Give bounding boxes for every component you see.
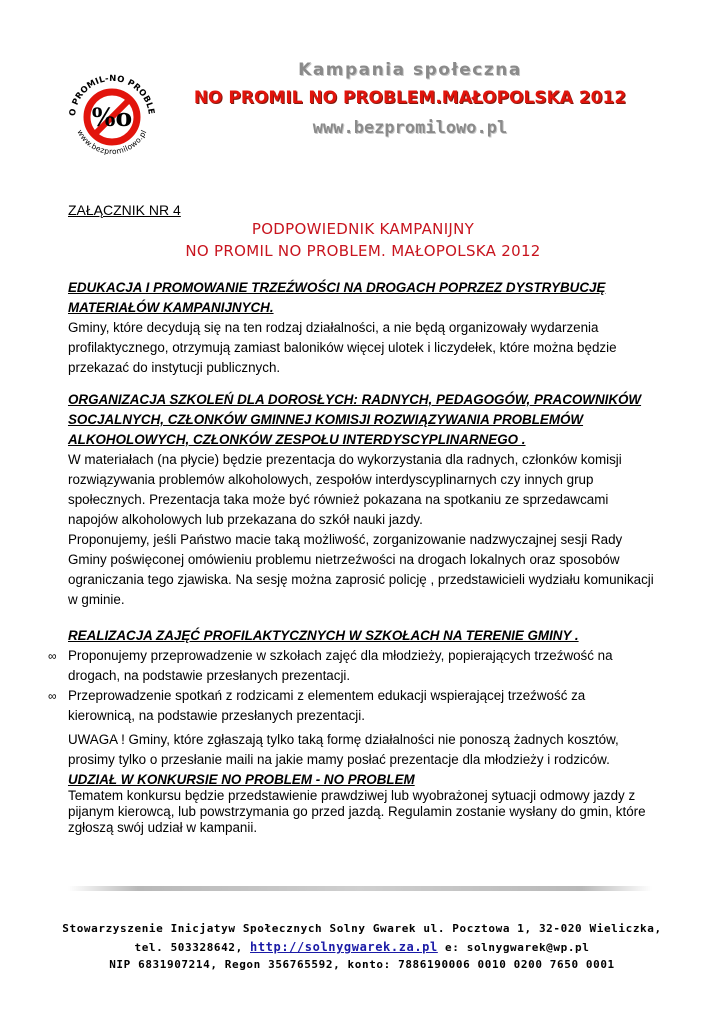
bullet-line: kierownicą, na podstawie przesłanych prezentacji. <box>68 708 365 723</box>
body-line: pijanym kierowcą, lub powstrzymania go przed jazdą. Regulamin zostanie wysłany do gmin, które <box>68 804 646 819</box>
footer-registry: NIP 6831907214, Regon 356765592, konto: 7886190006 0010 0200 7650 0001 <box>109 958 615 971</box>
body-line: Gminy poświęconej omówieniu problemu nietrzeźwości na drogach lokalnych oraz sposobów <box>68 552 620 567</box>
footer-divider <box>68 886 652 891</box>
body-line: w gminie. <box>68 592 125 607</box>
header-campaign: Kampania społeczna <box>298 60 522 80</box>
section-body <box>68 318 658 378</box>
infinity-bullet-icon: ∞ <box>48 649 57 663</box>
body-line: W materiałach (na płycie) będzie prezentacja do wykorzystania dla radnych, członków komisji <box>68 452 622 467</box>
section-title: UDZIAŁ W KONKURSIE NO PROBLEM - NO PROBLEM <box>68 772 415 787</box>
note-line: prosimy tylko o przesłanie maili na jakie mamy posłać prezentacje dla młodzieży i rodziców. <box>68 752 610 767</box>
logo-top-text: O PROMIL-NO PROBLE <box>67 73 156 117</box>
note-line: UWAGA ! Gminy, które zgłaszają tylko taką formę działalności nie ponoszą żadnych kosztów, <box>68 732 619 747</box>
footer-address: Stowarzyszenie Inicjatyw Społecznych Solny Gwarek ul. Pocztowa 1, 32-020 Wieliczka, <box>62 922 662 935</box>
section-title-line: SOCJALNYCH, CZŁONKÓW GMINNEJ KOMISJI ROZWIĄZYWANIA PROBLEMÓW <box>68 412 584 427</box>
footer-contact <box>40 940 684 954</box>
body-line: Gminy, które decydują się na ten rodzaj działalności, a nie będą organizowały wydarzenia <box>68 320 599 335</box>
footer-phone: tel. 503328642, <box>134 941 251 954</box>
no-promil-logo-icon <box>62 66 162 166</box>
annex-label: ZAŁĄCZNIK NR 4 <box>68 202 181 218</box>
list-item <box>48 646 658 686</box>
section-body <box>68 450 658 610</box>
document-title-line2: NO PROMIL NO PROBLEM. MAŁOPOLSKA 2012 <box>185 242 541 260</box>
document-title-line1: PODPOWIEDNIK KAMPANIJNY <box>251 220 475 238</box>
section-title <box>68 278 658 318</box>
infinity-bullet-icon: ∞ <box>48 689 57 703</box>
section-training <box>68 390 658 610</box>
logo-bottom-text: www.bezpromilowo.pl <box>75 128 149 157</box>
body-line: przekazać do instytucji publicznych. <box>68 360 281 375</box>
body-line: społecznych. Prezentacja taka może być również pokazana na spotkaniu ze sprzedawcami <box>68 492 609 507</box>
bullet-list <box>48 646 658 726</box>
section-title-line: ORGANIZACJA SZKOLEŃ DLA DOROSŁYCH: RADNYCH, PEDAGOGÓW, PRACOWNIKÓW <box>68 392 642 407</box>
footer-website-link[interactable]: http://solnygwarek.za.pl <box>250 940 438 954</box>
body-line: zgłoszą swój udział w kampanii. <box>68 820 258 835</box>
section-title-line: ALKOHOLOWYCH, CZŁONKÓW ZESPOŁU INTERDYSCYPLINARNEGO . <box>68 432 526 447</box>
section-body <box>68 788 658 836</box>
section-title <box>68 390 658 450</box>
bullet-line: drogach, na podstawie przesłanych prezentacji. <box>68 668 351 683</box>
campaign-logo <box>62 66 162 166</box>
section-school-classes <box>48 626 658 770</box>
body-line: profilaktycznego, otrzymują zamiast baloników więcej ulotek i liczydełek, które można będzie <box>68 340 617 355</box>
note-paragraph <box>68 730 658 770</box>
bullet-line: Proponujemy przeprowadzenie w szkołach zajęć dla młodzieży, popierających trzeźwość na <box>68 648 613 663</box>
section-title-line: MATERIAŁÓW KAMPANIJNYCH. <box>68 300 274 315</box>
body-line: Proponujemy, jeśli Państwo macie taką możliwość, zorganizowanie nadzwyczajnej sesji Rady <box>68 532 623 547</box>
footer-email: e: solnygwarek@wp.pl <box>437 941 590 954</box>
bullet-line: Przeprowadzenie spotkań z rodzicami z elementem edukacji wspierającej trzeźwość za <box>68 688 586 703</box>
header-campaign-name: NO PROMIL NO PROBLEM.MAŁOPOLSKA 2012 <box>193 88 627 108</box>
section-contest <box>68 772 658 836</box>
section-title: REALIZACJA ZAJĘĆ PROFILAKTYCZNYCH W SZKOŁACH NA TERENIE GMINY . <box>68 628 579 643</box>
header-website: www.bezpromilowo.pl <box>312 118 508 138</box>
body-line: ograniczania tego zjawiska. Na sesję można zaprosić policję , przedstawicieli wydziału komunikacji <box>68 572 654 587</box>
logo-symbol: %o <box>91 103 133 132</box>
list-item <box>48 686 658 726</box>
body-line: Tematem konkursu będzie przedstawienie prawdziwej lub wyobrażonej sytuacji odmowy jazdy z <box>68 788 636 803</box>
section-distribution <box>68 278 658 378</box>
body-line: napojów alkoholowych lub przekazana do szkół nauki jazdy. <box>68 512 423 527</box>
body-line: rozwiązywania problemów alkoholowych, zespołów interdyscyplinarnych czy innych grup <box>68 472 594 487</box>
section-title-line: EDUKACJA I PROMOWANIE TRZEŹWOŚCI NA DROGACH POPRZEZ DYSTRYBUCJĘ <box>68 280 606 295</box>
